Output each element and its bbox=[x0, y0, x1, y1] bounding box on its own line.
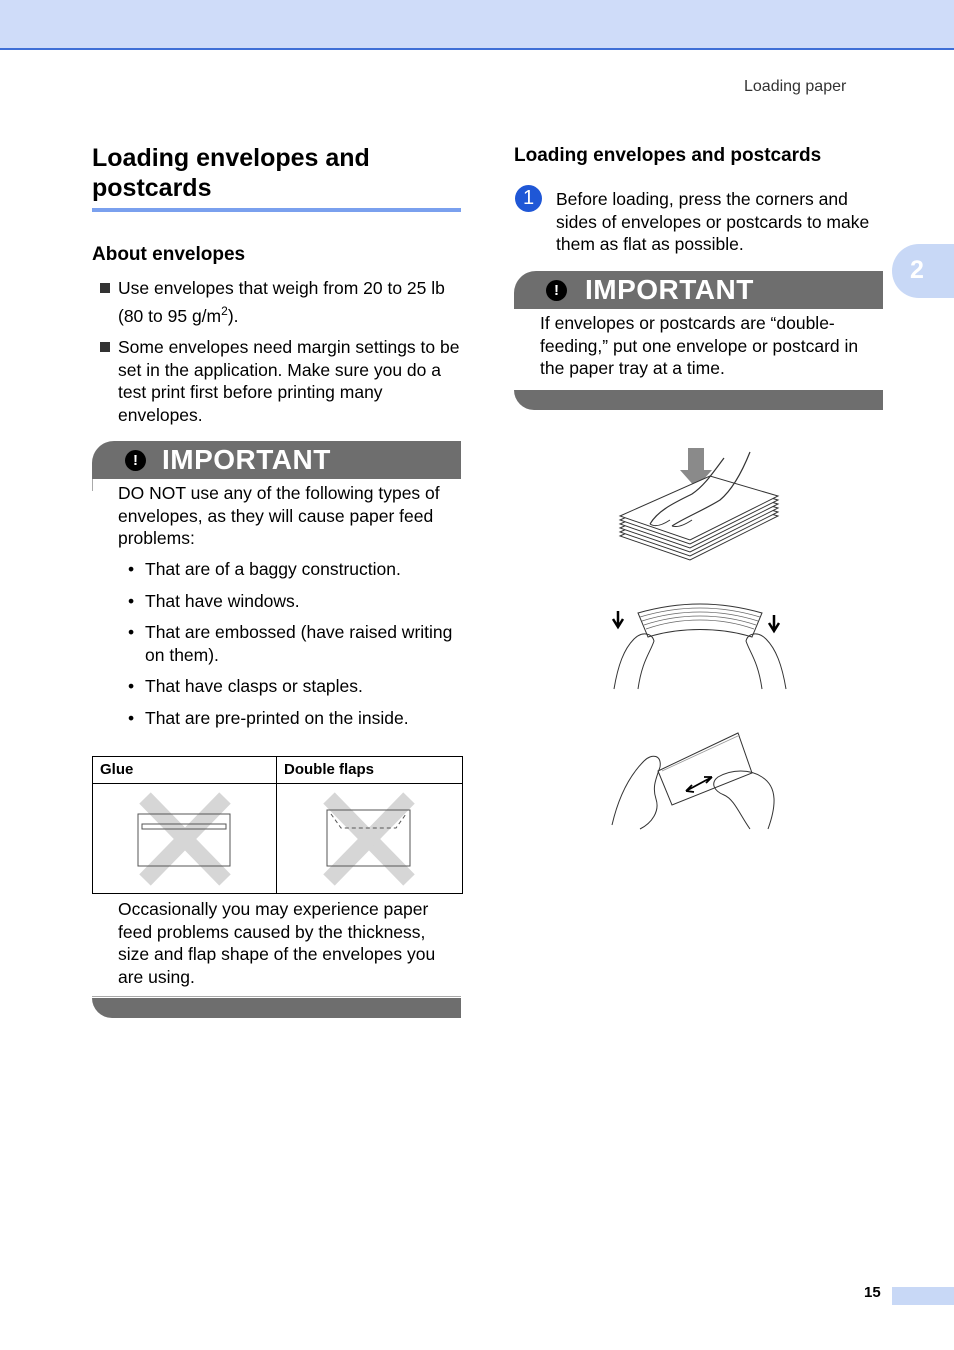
glue-envelope-crossed-icon bbox=[93, 784, 276, 888]
important-banner bbox=[514, 271, 883, 309]
bullet-text: Some envelopes need margin settings to be set in the application. Make sure you do a test print first before printing many envelopes. bbox=[118, 337, 460, 425]
list-item: • That are of a baggy construction. bbox=[128, 559, 401, 579]
important-label: IMPORTANT bbox=[162, 444, 331, 475]
table-header-glue: Glue bbox=[93, 757, 277, 784]
step-text: Before loading, press the corners and sides of envelopes or postcards to make them as flat as possible. bbox=[556, 189, 870, 254]
step-number-badge: 1 bbox=[515, 185, 542, 212]
chapter-tab bbox=[892, 244, 954, 298]
important-footer-bar bbox=[92, 998, 461, 1018]
bullet-text: Use envelopes that weigh from 20 to 25 lb (80 to 95 $g/m^2$). bbox=[118, 278, 445, 326]
subheading-about-envelopes: About envelopes bbox=[92, 244, 246, 265]
press-single-envelope-illustration bbox=[600, 725, 800, 835]
list-item: • That are pre-printed on the inside. bbox=[128, 708, 409, 728]
press-envelopes-flat-illustration bbox=[600, 440, 800, 570]
important-end-rule bbox=[92, 996, 461, 997]
important-banner bbox=[92, 441, 461, 479]
important-intro: DO NOT use any of the following types of envelopes, as they will cause paper feed problems: bbox=[118, 483, 440, 548]
important-text: If envelopes or postcards are “double-feeding,” put one envelope or postcard in the paper tray at a time. bbox=[540, 313, 859, 378]
running-head: Loading paper bbox=[744, 78, 847, 95]
bullet-item bbox=[98, 277, 460, 327]
page-number-tab bbox=[892, 1287, 954, 1305]
important-closing: Occasionally you may experience paper feed problems caused by the thickness, size and flap shape of the envelopes you are using. bbox=[118, 899, 436, 987]
glue-envelope-cell bbox=[93, 784, 277, 894]
square-bullet-icon bbox=[100, 342, 110, 352]
exclamation-icon: ! bbox=[546, 280, 567, 301]
header-band bbox=[0, 0, 954, 50]
list-item: • That are embossed (have raised writing on them). bbox=[128, 622, 453, 665]
important-label: IMPORTANT bbox=[585, 274, 754, 305]
flex-envelopes-illustration bbox=[600, 595, 800, 695]
important-footer-bar bbox=[514, 390, 883, 410]
square-bullet-icon bbox=[100, 283, 110, 293]
list-item: • That have clasps or staples. bbox=[128, 676, 363, 696]
envelope-type-table bbox=[92, 756, 463, 894]
subheading-loading-envelopes: Loading envelopes and postcards bbox=[514, 145, 822, 166]
list-item: • That have windows. bbox=[128, 591, 300, 611]
chapter-number: 2 bbox=[910, 256, 924, 284]
double-flaps-envelope-cell bbox=[277, 784, 463, 894]
banner-edge bbox=[92, 479, 93, 491]
section-title-rule bbox=[92, 208, 461, 212]
bullet-item bbox=[98, 336, 460, 426]
section-title: Loading envelopes and postcards bbox=[92, 144, 370, 202]
exclamation-icon: ! bbox=[125, 450, 146, 471]
page-number: 15 bbox=[864, 1284, 881, 1301]
double-flaps-envelope-crossed-icon bbox=[277, 784, 462, 888]
table-header-double-flaps: Double flaps bbox=[277, 757, 463, 784]
